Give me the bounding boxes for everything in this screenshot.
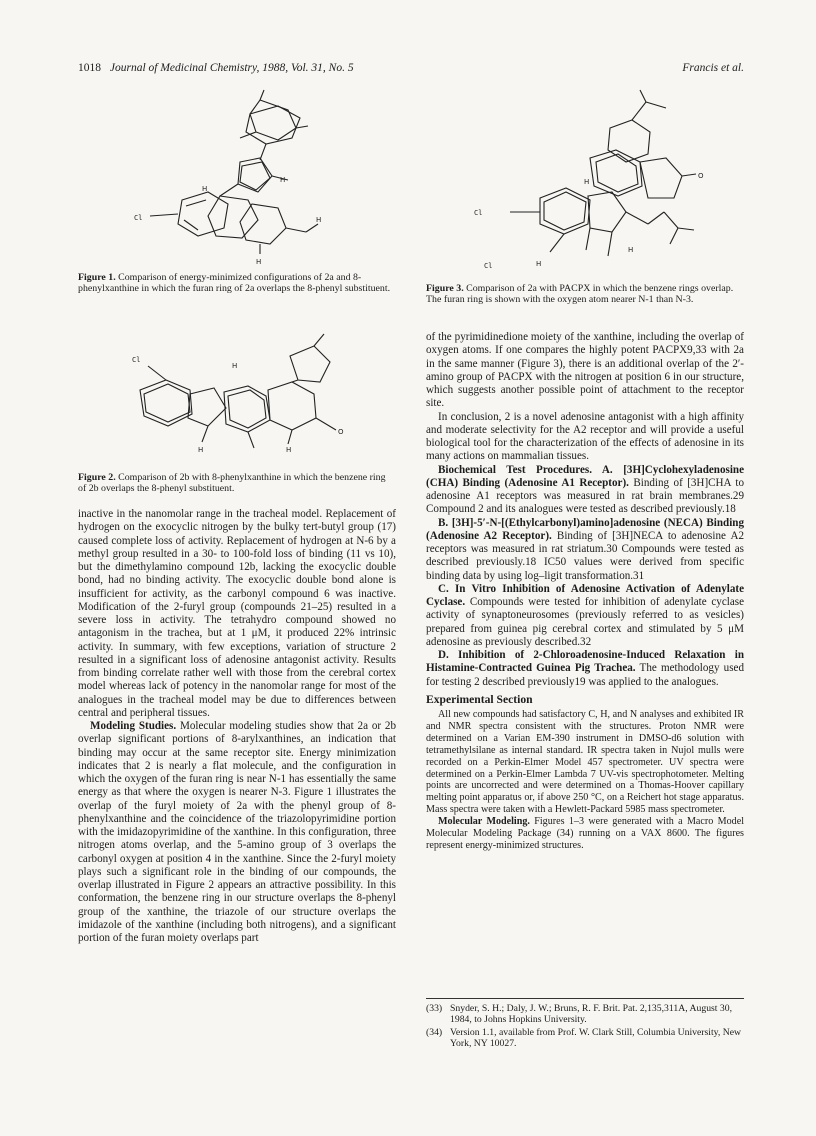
figure-1-caption: [78, 272, 396, 295]
figure-2-svg: [110, 330, 370, 470]
fig3-bond: [640, 90, 646, 102]
fig3-bond: [664, 212, 678, 228]
fig1-bond: [286, 228, 306, 232]
biochem-section-b: [426, 517, 744, 583]
footnote-references: [426, 998, 744, 1050]
fig3-bond: [608, 232, 612, 256]
fig2-ring-benzene-b: [144, 384, 190, 422]
fig3-atom-h: H: [628, 246, 634, 254]
fig1-ring-top-a: [250, 100, 296, 140]
fig2-atom-cl: Cl: [132, 356, 141, 364]
header-left: [78, 62, 354, 74]
experimental-paragraph-1: All new compounds had satisfactory C, H, and N analyses and exhibited IR and NMR spectra consistent with the structures. Proton NMR were determined on a Varian EM-390 instrument in DMSO-d6 solution with tetramethylsilane as internal standard. IR spectra taken in Nujol mulls were recorded on a Perkin-Elmer Model 457 spectrometer. UV spectra were determined on a Perkin-Elmer Lambda 7 UV-vis spectrophotometer. Melting points are uncorrected and were determined on a Thomas-Hoover capillary melting point apparatus or, if above 250 °C, on a Reichert hot stage apparatus. Mass spectra were taken with a Hewlett-Packard 5985 mass spectrometer.: [426, 709, 744, 816]
fig2-atom-h: H: [286, 446, 292, 454]
fig2-bond: [288, 430, 292, 444]
fig3-atom-cl: Cl: [474, 209, 483, 217]
fig2-bond: [316, 418, 336, 430]
biochem-section-d: [426, 649, 744, 689]
biochem-section-c: [426, 583, 744, 649]
figure-2-structure: [110, 330, 370, 470]
fig3-ring-benzene-a: [540, 188, 590, 234]
biochem-c-heading: C. In Vitro Inhibition of Adenosine Activation of Adenylate Cyclase.: [426, 582, 744, 608]
fig3-bond: [586, 228, 590, 250]
biochem-section-a: [426, 464, 744, 517]
reference-text: Version 1.1, available from Prof. W. Clark Still, Columbia University, New York, NY 10027.: [450, 1026, 742, 1049]
fig2-atom-h: H: [232, 362, 238, 370]
fig1-bond: [186, 200, 206, 206]
fig3-atom-o: O: [698, 172, 704, 180]
fig3-ring-d: [588, 192, 626, 232]
fig2-bond: [314, 334, 324, 346]
left-column-body: [78, 508, 396, 945]
figure-2-label: Figure 2.: [78, 472, 116, 483]
fig1-bond: [150, 214, 178, 216]
fig1-bond: [220, 184, 238, 196]
fig1-atom-h: H: [202, 185, 208, 193]
journal-citation: Journal of Medicinal Chemistry, 1988, Vol. 31, No. 5: [109, 62, 354, 74]
left-paragraph-2: [78, 720, 396, 945]
figure-3-structure: [470, 88, 710, 278]
fig1-atom-cl: Cl: [134, 214, 143, 222]
running-authors: Francis et al.: [682, 62, 744, 74]
fig2-ring-benzene-a: [140, 380, 192, 426]
fig3-bond: [646, 102, 666, 108]
figure-3-caption: [426, 283, 744, 306]
fig3-ring-c: [640, 158, 682, 198]
fig1-bond: [306, 224, 318, 232]
fig2-bond: [148, 366, 166, 380]
fig2-atom-h: H: [198, 446, 204, 454]
experimental-section-heading: Experimental Section: [426, 692, 533, 706]
fig2-atom-o: O: [338, 428, 344, 436]
running-header: [78, 62, 744, 74]
fig1-atom-h: H: [316, 216, 322, 224]
fig3-atom-cl: Cl: [484, 262, 493, 270]
molecular-modeling-text: Figures 1–3 were generated with a Macro Model Molecular Modeling Package (34) running on a VAX 8600. The figures represent energy-minimized structures.: [426, 816, 744, 851]
fig2-ring-six-c: [268, 382, 316, 430]
molecular-modeling-heading: Molecular Modeling.: [438, 816, 530, 828]
fig2-ring-five-top: [290, 346, 330, 382]
fig3-bond: [648, 212, 664, 224]
experimental-paragraph-2: [426, 816, 744, 852]
fig2-ring-six-a: [224, 386, 270, 432]
fig1-bond: [296, 126, 308, 128]
page-number: 1018: [78, 62, 101, 74]
biochem-c-text: Compounds were tested for inhibition of adenylate cyclase activity of synaptoneurosomes (previously referred to as vesicles) prepared from guinea pig cerebral cortex and stimulated by 5 μM adenosine as previously described.32: [426, 596, 744, 648]
biochem-a-text: Binding of [3H]CHA to adenosine A1 receptors was measured in rat brain membranes.29 Compound 2 and its analogues were tested as described previously.18: [426, 476, 744, 516]
reference-item: [426, 1003, 744, 1026]
reference-number: (34): [426, 1026, 443, 1038]
fig1-bond: [260, 144, 266, 160]
fig3-bond: [678, 228, 694, 230]
figure-2-caption: [78, 472, 396, 495]
fig1-ring-six-b: [208, 196, 258, 238]
fig3-atom-h: H: [584, 178, 590, 186]
fig2-bond: [248, 432, 254, 448]
fig1-ring-six-a: [178, 192, 228, 236]
figure-1-text: Comparison of energy-minimized configurations of 2a and 8-phenylxanthine in which the furan ring of 2a overlaps the 8-phenyl substituent.: [78, 272, 391, 295]
fig3-bond: [670, 228, 678, 244]
fig2-bond: [202, 426, 208, 442]
fig2-bond: [292, 380, 298, 382]
fig1-atom-h: H: [256, 258, 262, 266]
fig3-ring-b: [590, 150, 642, 196]
fig3-atom-h: H: [536, 260, 542, 268]
reference-item: [426, 1027, 744, 1050]
figure-1-svg: [110, 88, 370, 268]
modeling-studies-heading: Modeling Studies.: [90, 720, 177, 732]
figure-1-structure: [110, 88, 370, 268]
fig2-ring-five-a: [188, 388, 226, 426]
fig1-bond: [260, 90, 264, 100]
figure-3-label: Figure 3.: [426, 283, 464, 294]
fig3-bond: [682, 174, 696, 176]
reference-text: Snyder, S. H.; Daly, J. W.; Bruns, R. F. Brit. Pat. 2,135,311A, August 30, 1984, to Johns Hopkins University.: [450, 1003, 733, 1026]
biochem-d-text: The methodology used for testing 2 described previously19 was applied to the analogues.: [426, 662, 744, 688]
right-paragraph-1: of the pyrimidinedione moiety of the xanthine, including the overlap of oxygen atoms. If one compares the highly potent PACPX9,33 with 2a in the same manner (Figure 3), there is an additional overlap of the 2′-amino group of PACPX with the nitrogen at position 6 in our structure, which suggests another possible point of attachment to the receptor site.: [426, 331, 744, 410]
biochem-b-text: Binding of [3H]NECA to adenosine A2 receptors was measured in rat striatum.30 Compounds were tested as described previously.18 IC50 values were derived from specific binding data by using log–ligit transformation.31: [426, 529, 744, 582]
fig3-bond: [632, 102, 646, 120]
fig1-atom-h: H: [280, 176, 286, 184]
fig3-bond: [626, 212, 648, 224]
right-paragraph-2: In conclusion, 2 is a novel adenosine antagonist with a high affinity and moderate selectivity for the A2 receptor and will provide a useful biological tool for the characterization of the effects of adenosine in its many actions on mammalian tissues.: [426, 410, 744, 463]
biochem-b-heading: B. [3H]-5′-N-[(Ethylcarbonyl)amino]adenosine (NECA) Binding (Adenosine A2 Receptor).: [426, 516, 744, 542]
left-paragraph-1: inactive in the nanomolar range in the tracheal model. Replacement of hydrogen on the exocyclic nitrogen by the bulky tert-butyl group (17) caused complete loss of activity. Replacement of hydrogen at N-6 by a methyl group resulted in a 30- to 100-fold loss of binding (11 vs 10), but the dimethylamino compound 12b, lacking the exocyclic double bond, had no binding activity. The exocyclic double bond alone is insufficient for activity, as the carbonyl compound 6 was inactive. Modification of the 2-furyl group (compounds 21–25) resulted in a severe loss in activity. The tetrahydro compound showed no antagonism in the trachea, but at 1 μM, it produced 22% intrinsic activity. In summary, with few exceptions, variation of structure 2 resulted in a significant loss of adenosine antagonist activity. Results from binding correlate rather well with those from the cerebral cortex model whereas lack of potency in the nanomolar range for most of the analogues in the tracheal model may be due to differences between central and peripheral tissues.: [78, 508, 396, 719]
figure-3-text: Comparison of 2a with PACPX in which the benzene rings overlap. The furan ring is shown with the oxygen atom nearer N-1 than N-3.: [426, 283, 734, 306]
fig3-ring-benzene-b: [544, 192, 586, 230]
biochem-d-heading: D. Inhibition of 2-Chloroadenosine-Induced Relaxation in Histamine-Contracted Guinea Pig Trachea.: [426, 649, 744, 675]
modeling-studies-text: Molecular modeling studies show that 2a or 2b overlap significant portions of 8-arylxanthines, an indication that binding may occur at the same receptor site. Energy minimization indicates that 2 is nearly a flat molecule, and the configuration in which the oxygen of the furan ring is near N-1 has essentially the same energy as that where the oxygen is nearer N-3. Figure 1 illustrates the overlap of the furyl moiety of 2a with the phenyl group of 8-phenylxanthine and the coincidence of the triazolopyrimidine portion with the imidazopyrimidine of the xanthine. In this configuration, three nitrogen atoms overlap, and the 5-amino group of 3 overlaps the carbonyl oxygen at position 4 in the xanthine. Since the 2-furyl moiety plays such a significant role in the binding of our compounds, the overlap illustrated in Figure 2 appears an attractive possibility. In this conformation, the benzene ring in our structure overlaps the 8-phenyl group of the xanthine, the triazole of our structure overlaps the imidazole of the xanthine (including both nitrogens), and a significant portion of the furan moiety overlaps part: [78, 720, 396, 944]
biochem-a-heading: Biochemical Test Procedures. A. [3H]Cyclohexyladenosine (CHA) Binding (Adenosine A1 Receptor).: [426, 463, 744, 489]
fig3-bond: [550, 234, 564, 252]
fig2-ring-six-b: [228, 390, 266, 428]
fig1-ring-six-c: [240, 204, 286, 244]
right-column-body: [426, 331, 744, 852]
figure-2-text: Comparison of 2b with 8-phenylxanthine in which the benzene ring of 2b overlaps the 8-phenyl substituent.: [78, 472, 386, 495]
figure-1-label: Figure 1.: [78, 272, 116, 283]
figure-3-svg: [470, 88, 710, 278]
reference-number: (33): [426, 1003, 443, 1014]
